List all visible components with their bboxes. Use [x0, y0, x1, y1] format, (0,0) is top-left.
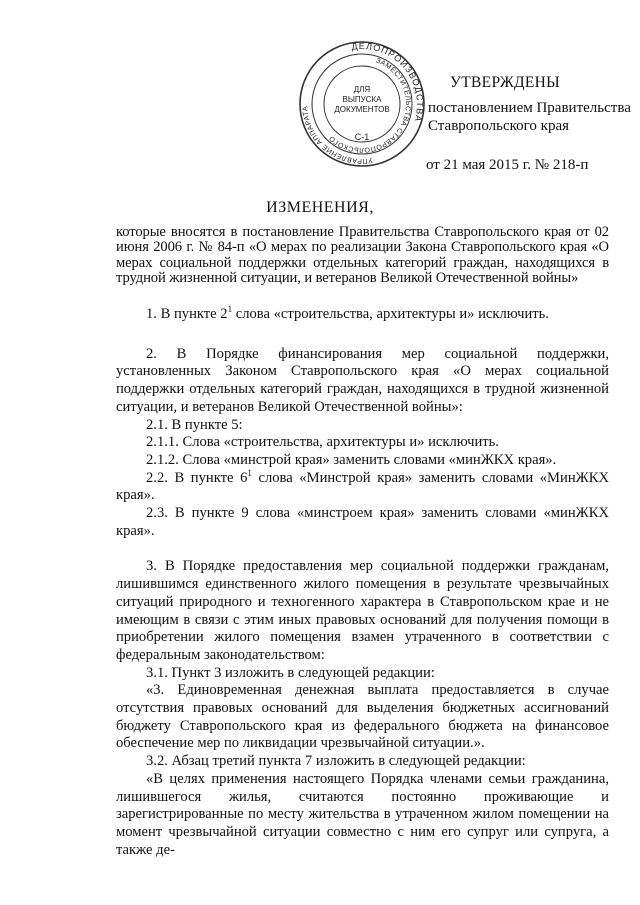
item-2: 2. В Порядке финансирования мер социальной поддержки, установленных Законом Ставропольского края «О мерах социальной поддержки отдельных категорий граждан, находящихся в трудной жизненной ситуации, и ветеранов Великой Отечественной войны»:	[116, 345, 609, 415]
stamp-inner-text: ЗАМЕСТИТЕЛЬСТВА СТАВРОПОЛЬСКОГО	[327, 57, 412, 154]
approval-line-1: постановлением Правительства	[428, 100, 631, 116]
approval-date: от 21 мая 2015 г. № 218-п	[426, 157, 589, 173]
stamp-center-line-3: ДОКУМЕНТОВ	[334, 105, 390, 114]
document-title: ИЗМЕНЕНИЯ,	[266, 199, 374, 216]
stamp-center-line-1: ДЛЯ	[353, 85, 371, 94]
stamp-side-text: УПРАВЛЕНИЕ АППАРАТА	[301, 105, 373, 165]
stamp-outer-text: ДЕЛОПРОИЗВОДСТВА	[350, 40, 426, 124]
item-2-1-1: 2.1.1. Слова «строительства, архитектуры и» исключить.	[146, 434, 499, 451]
item-3-2: 3.2. Абзац третий пункта 7 изложить в следующей редакции:	[146, 753, 526, 770]
stamp-center-line-2: ВЫПУСКА	[342, 95, 382, 104]
item-3-1-quote: «3. Единовременная денежная выплата предоставляется в случае отсутствия правовых оснований для выделения бюджетных ассигнований бюджету Ставропольского края из федерального бюджета на финансовое обеспечение мер по ликвидации чрезвычайной ситуации.».	[116, 682, 609, 752]
item-3-1: 3.1. Пункт 3 изложить в следующей редакции:	[146, 664, 435, 681]
item-2-1: 2.1. В пункте 5:	[146, 416, 243, 433]
item-3-2-quote: «В целях применения настоящего Порядка членами семьи гражданина, лишившегося жилья, считаются постоянно проживающие и зарегистрированные по месту жительства в утраченном жилом помещении на момент чрезвычайной ситуации совместно с ним его супруг или супруга, а также де-	[116, 770, 609, 858]
item-2-3: 2.3. В пункте 9 слова «минстроем края» заменить словами «минЖКХ края».	[116, 505, 609, 539]
item-3: 3. В Порядке предоставления мер социальной поддержки гражданам, лишившимся единственного жилого помещения в результате чрезвычайных ситуаций природного и техногенного характера в Ставропольском крае и не имеющим в связи с этим иных правовых оснований для получения помощи в приобретении жилого помещения взамен утраченного в соответствии с федеральным законодательством:	[116, 558, 609, 663]
item-2-2: 2.2. В пункте $6^1$ слова «Минстрой края» заменить словами «МинЖКХ края».	[116, 467, 609, 504]
approval-line-2: Ставропольского края	[428, 118, 569, 134]
official-stamp	[298, 40, 426, 168]
stamp-number: С-1	[354, 132, 370, 142]
item-1: 1. В пункте $2^1$ слова «строительства, архитектуры и» исключить.	[146, 304, 549, 322]
document-body	[116, 306, 609, 859]
item-2-1-2: 2.1.2. Слова «минстрой края» заменить словами «минЖКХ края».	[146, 451, 557, 468]
approval-heading: УТВЕРЖДЕНЫ	[450, 74, 560, 91]
document-preamble: которые вносятся в постановление Правительства Ставропольского края от 02 июня 2006 г. № 84-п «О мерах по реализации Закона Ставропольского края «О мерах социальной поддержки отдельных категорий граждан, находящихся в трудной жизненной ситуации, и ветеранов Великой Отечественной войны»	[116, 224, 609, 287]
